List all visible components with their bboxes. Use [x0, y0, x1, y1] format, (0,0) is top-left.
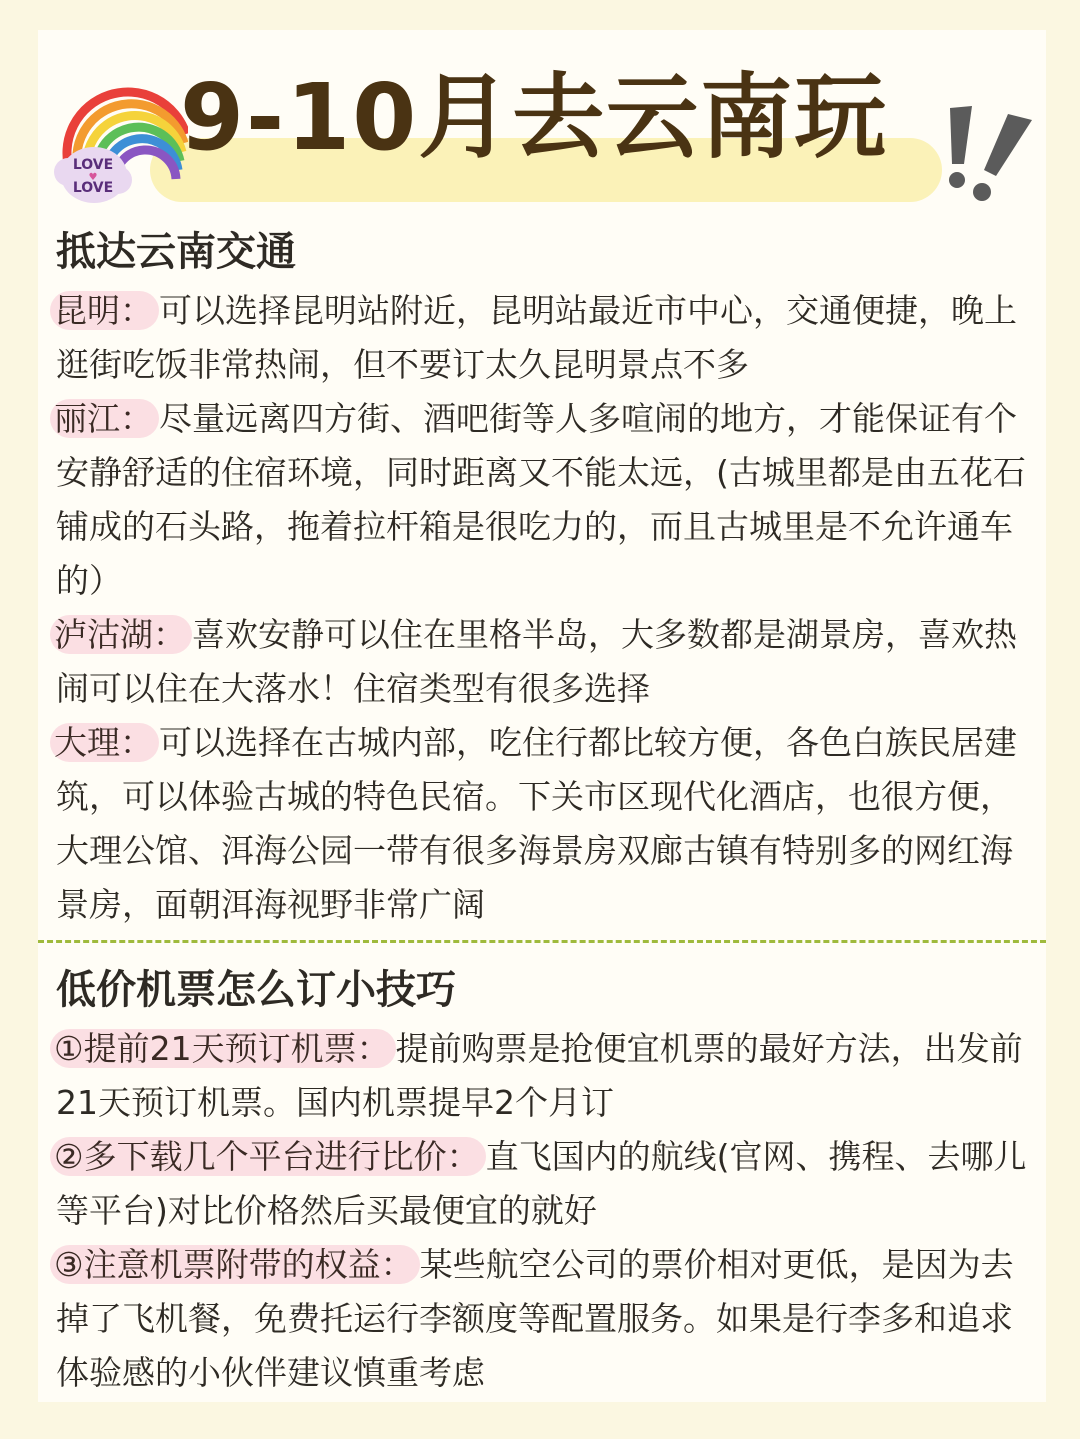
- svg-text:♥: ♥: [88, 172, 98, 183]
- paragraph-luguhu: [56, 608, 1031, 716]
- tag-label: ②多下载几个平台进行比价：: [50, 1137, 486, 1176]
- sticker-love-bottom: LOVE: [72, 180, 114, 196]
- paragraph-kunming: [56, 284, 1031, 392]
- tag-label: 昆明：: [50, 291, 159, 330]
- paragraph-text: 尽量远离四方街、酒吧街等人多喧闹的地方，才能保证有个安静舒适的住宿环境，同时距离又不能太远，(古城里都是由五花石铺成的石头路，拖着拉杆箱是很吃力的，而且古城里是不允许通车的）: [56, 399, 1026, 600]
- tag-label: 泸沽湖：: [50, 615, 192, 654]
- section-divider: [38, 940, 1046, 943]
- paragraph-text: 可以选择昆明站附近，昆明站最近市中心，交通便捷，晚上逛街吃饭非常热闹，但不要订太久昆明景点不多: [56, 291, 1017, 384]
- paragraph-tip-3: [56, 1238, 1031, 1400]
- tag-label: ③注意机票附带的权益：: [50, 1245, 420, 1284]
- tag-label: 大理：: [50, 723, 159, 762]
- paragraph-text: 直飞国内的航线(官网、携程、去哪儿等平台)对比价格然后买最便宜的就好: [56, 1137, 1027, 1230]
- paragraph-text: 喜欢安静可以住在里格半岛，大多数都是湖景房，喜欢热闹可以住在大落水！住宿类型有很多选择: [56, 615, 1017, 708]
- tag-label: ①提前21天预订机票：: [50, 1029, 396, 1068]
- paragraph-text: 提前购票是抢便宜机票的最好方法，出发前21天预订机票。国内机票提早2个月订: [56, 1029, 1023, 1122]
- sticker-love-top: LOVE: [72, 157, 114, 173]
- section-transport: [56, 224, 1031, 932]
- rainbow-icon: [48, 72, 188, 212]
- section-title: 低价机票怎么订小技巧: [56, 967, 456, 1013]
- page-title: 9-10月去云南玩: [180, 64, 889, 171]
- section-title: 抵达云南交通: [56, 229, 296, 275]
- header: [0, 0, 1080, 215]
- paragraph-lijiang: [56, 392, 1031, 608]
- tag-label: 丽江：: [50, 399, 159, 438]
- paragraph-tip-1: [56, 1022, 1031, 1130]
- paragraph-dali: [56, 716, 1031, 932]
- paragraph-text: 可以选择在古城内部，吃住行都比较方便，各色白族民居建筑，可以体验古城的特色民宿。下关市区现代化酒店，也很方便，大理公馆、洱海公园一带有很多海景房双廊古镇有特别多的网红海景房，面朝洱海视野非常广阔: [56, 723, 1017, 924]
- section-flight-tips: [56, 962, 1031, 1400]
- paragraph-tip-2: [56, 1130, 1031, 1238]
- exclamation-icon: [938, 100, 1048, 210]
- paragraph-text: 某些航空公司的票价相对更低，是因为去掉了飞机餐，免费托运行李额度等配置服务。如果是行李多和追求体验感的小伙伴建议慎重考虑: [56, 1245, 1014, 1392]
